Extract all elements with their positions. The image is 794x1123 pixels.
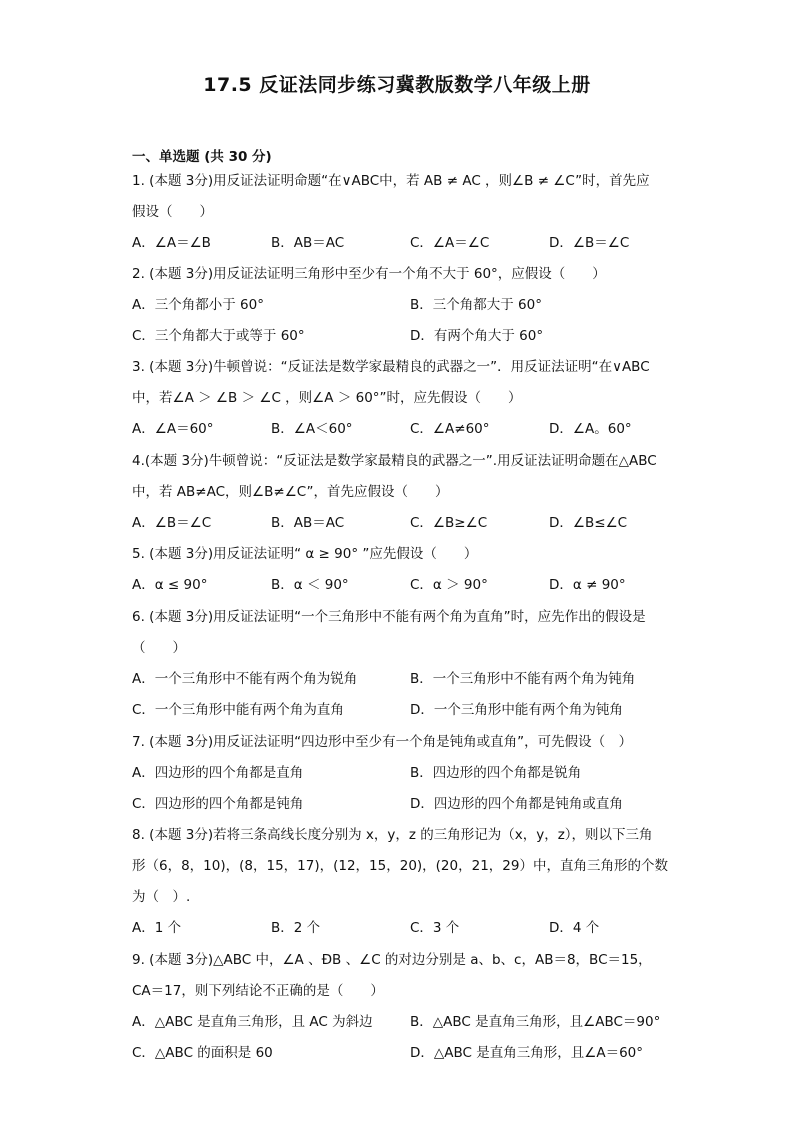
question-4-option-D: D．∠B≤∠C (549, 515, 628, 531)
question-4-line-2: 中，若 AB≠AC，则∠B≠∠C”，首先应假设（ ） (132, 484, 449, 500)
question-3-line-2: 中，若∠A ＞ ∠B ＞ ∠C ，则∠A ＞ 60°”时，应先假设（ ） (132, 390, 522, 406)
question-2-option-C: C．三个角都大于或等于 60° (132, 328, 305, 344)
question-8-option-D: D．4 个 (549, 920, 600, 936)
question-7-option-B: B．四边形的四个角都是锐角 (410, 765, 582, 781)
question-3-option-C: C．∠A≠60° (410, 421, 490, 437)
question-7-option-A: A．四边形的四个角都是直角 (132, 765, 304, 781)
question-9-option-A: A．△ABC 是直角三角形，且 AC 为斜边 (132, 1014, 373, 1030)
question-9-line-2: CA＝17，则下列结论不正确的是（ ） (132, 983, 384, 999)
question-3-line-1: 3. (本题 3分)牛顿曾说：“反证法是数学家最精良的武器之一”．用反证法证明“在∨ABC (132, 359, 650, 375)
question-8-option-C: C．3 个 (410, 920, 460, 936)
question-6-option-D: D．一个三角形中能有两个角为钝角 (410, 702, 623, 718)
question-8-option-A: A．1 个 (132, 920, 182, 936)
question-9-option-D: D．△ABC 是直角三角形，且∠A＝60° (410, 1045, 644, 1061)
question-1-line-1: 1. (本题 3分)用反证法证明命题“在∨ABC中，若 AB ≠ AC ，则∠B ≠ ∠C”时，首先应 (132, 173, 650, 189)
question-7-line-1: 7. (本题 3分)用反证法证明“四边形中至少有一个角是钝角或直角”，可先假设（ ） (132, 734, 633, 750)
question-6-option-A: A．一个三角形中不能有两个角为锐角 (132, 671, 358, 687)
question-7-option-D: D．四边形的四个角都是钝角或直角 (410, 796, 623, 812)
section-heading: 一、单选题 (共 30 分) (132, 149, 272, 165)
question-4-option-B: B．AB＝AC (271, 515, 345, 531)
question-6-line-2: （ ） (132, 640, 186, 656)
question-1-option-B: B．AB＝AC (271, 235, 345, 251)
question-7-option-C: C．四边形的四个角都是钝角 (132, 796, 304, 812)
question-9-option-B: B．△ABC 是直角三角形，且∠ABC＝90° (410, 1014, 661, 1030)
question-5-option-C: C．α ＞ 90° (410, 577, 488, 593)
question-5-option-B: B．α ＜ 90° (271, 577, 349, 593)
question-1-line-2: 假设（ ） (132, 204, 213, 220)
question-5-line-1: 5. (本题 3分)用反证法证明“ α ≥ 90° ”应先假设（ ） (132, 546, 478, 562)
question-2-option-D: D．有两个角大于 60° (410, 328, 544, 344)
question-2-option-B: B．三个角都大于 60° (410, 297, 542, 313)
question-1-option-D: D．∠B＝∠C (549, 235, 630, 251)
question-8-line-3: 为（ ）. (132, 889, 191, 905)
question-4-option-C: C．∠B≥∠C (410, 515, 488, 531)
question-6-line-1: 6. (本题 3分)用反证法证明“一个三角形中不能有两个角为直角”时，应先作出的假设是 (132, 609, 646, 625)
question-6-option-C: C．一个三角形中能有两个角为直角 (132, 702, 344, 718)
question-8-option-B: B．2 个 (271, 920, 321, 936)
question-9-option-C: C．△ABC 的面积是 60 (132, 1045, 273, 1061)
question-2-line-1: 2. (本题 3分)用反证法证明三角形中至少有一个角不大于 60°，应假设（ ） (132, 266, 606, 282)
question-8-line-1: 8. (本题 3分)若将三条高线长度分别为 x，y，z 的三角形记为（x，y，z），则以下三角 (132, 827, 653, 843)
page-title: 17.5 反证法同步练习冀教版数学八年级上册 (203, 74, 591, 96)
question-4-option-A: A．∠B＝∠C (132, 515, 212, 531)
question-3-option-B: B．∠A＜60° (271, 421, 353, 437)
question-8-line-2: 形（6，8，10)，(8，15，17)，(12，15，20)，(20，21，29）中，直角三角形的个数 (132, 858, 668, 874)
question-9-line-1: 9. (本题 3分)△ABC 中，∠A 、ÐB 、∠C 的对边分别是 a、b、c，AB＝8，BC＝15， (132, 952, 652, 968)
question-4-line-1: 4.(本题 3分)牛顿曾说：“反证法是数学家最精良的武器之一”.用反证法证明命题在△ABC (132, 453, 657, 469)
question-3-option-D: D．∠A。60° (549, 421, 632, 437)
question-5-option-D: D．α ≠ 90° (549, 577, 626, 593)
question-5-option-A: A．α ≤ 90° (132, 577, 208, 593)
question-6-option-B: B．一个三角形中不能有两个角为钝角 (410, 671, 636, 687)
question-3-option-A: A．∠A＝60° (132, 421, 214, 437)
question-2-option-A: A．三个角都小于 60° (132, 297, 264, 313)
question-1-option-A: A．∠A＝∠B (132, 235, 211, 251)
question-1-option-C: C．∠A＝∠C (410, 235, 490, 251)
